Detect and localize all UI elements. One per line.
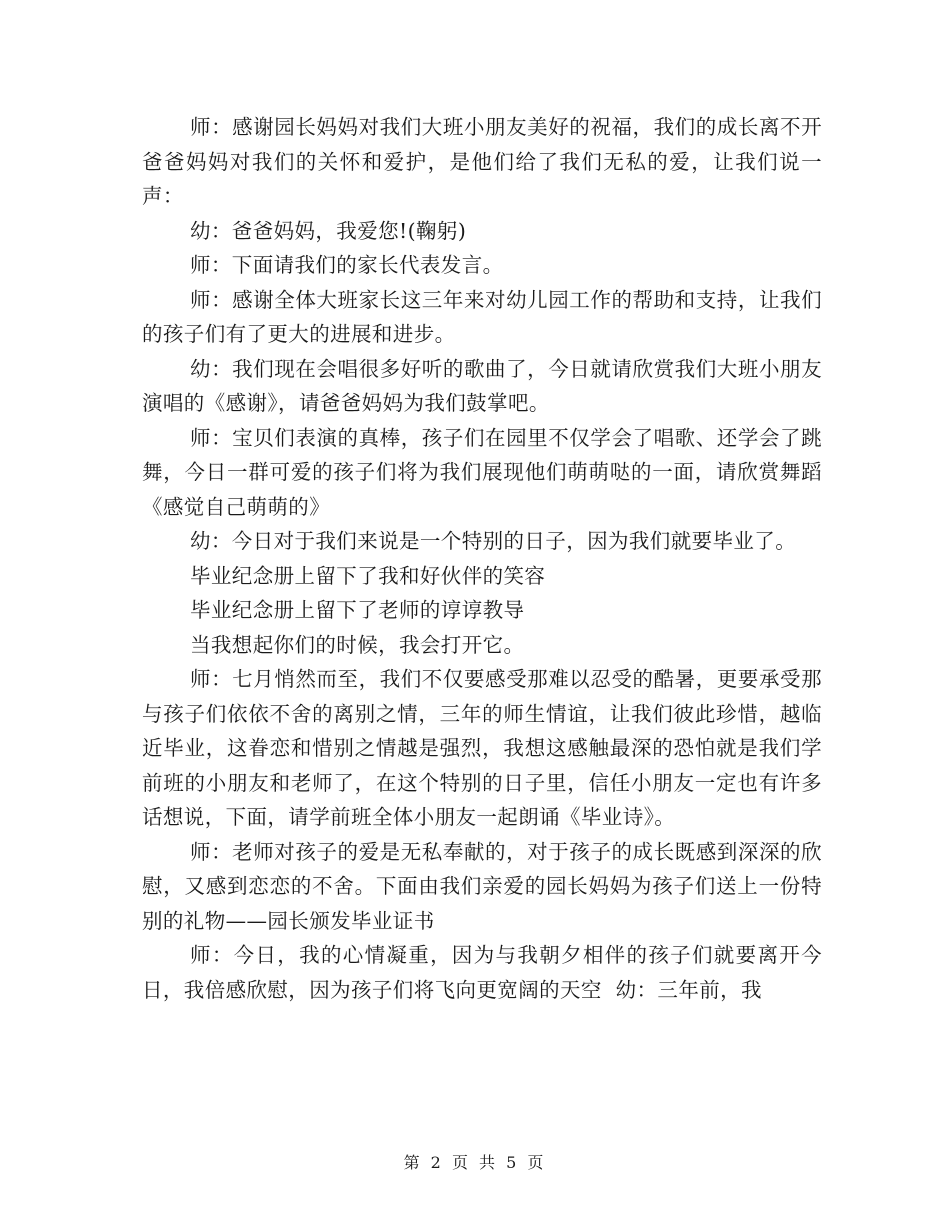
paragraph: 幼：我们现在会唱很多好听的歌曲了，今日就请欣赏我们大班小朋友演唱的《感谢》，请爸爸妈妈为我们鼓掌吧。 — [142, 356, 822, 415]
document-body — [142, 110, 822, 1007]
paragraph: 毕业纪念册上留下了老师的谆谆教导 — [190, 598, 525, 622]
paragraph: 师：七月悄然而至，我们不仅要感受那难以忍受的酷暑，更要承受那与孩子们依依不舍的离别之情，三年的师生情谊，让我们彼此珍惜，越临近毕业，这眷恋和惜别之情越是强烈，我想这感触最深的恐怕就是我们学前班的小朋友和老师了，在这个特别的日子里，信任小朋友一定也有许多话想说，下面，请学前班全体小朋友一起朗诵《毕业诗》。 — [142, 667, 822, 829]
page-number-footer: 第 2 页 共 5 页 — [403, 1153, 547, 1172]
paragraph: 师：下面请我们的家长代表发言。 — [190, 253, 504, 277]
paragraph: 师：老师对孩子的爱是无私奉献的，对于孩子的成长既感到深深的欣慰，又感到恋恋的不舍。下面由我们亲爱的园长妈妈为孩子们送上一份特别的礼物——园长颁发毕业证书 — [142, 839, 822, 933]
paragraph: 师：感谢园长妈妈对我们大班小朋友美好的祝福，我们的成长离不开爸爸妈妈对我们的关怀和爱护，是他们给了我们无私的爱，让我们说一声： — [142, 115, 822, 208]
paragraph: 幼：今日对于我们来说是一个特别的日子，因为我们就要毕业了。 — [190, 529, 797, 553]
paragraph: 师：感谢全体大班家长这三年来对幼儿园工作的帮助和支持，让我们的孩子们有了更大的进展和进步。 — [142, 287, 822, 346]
paragraph: 当我想起你们的时候，我会打开它。 — [190, 632, 525, 657]
paragraph: 幼：爸爸妈妈，我爱您!(鞠躬) — [190, 218, 467, 243]
paragraph: 师：今日，我的心情凝重，因为与我朝夕相伴的孩子们就要离开今日，我倍感欣慰，因为孩子们将飞向更宽阔的天空 幼：三年前，我 — [142, 943, 822, 1002]
paragraph: 师：宝贝们表演的真棒，孩子们在园里不仅学会了唱歌、还学会了跳舞，今日一群可爱的孩子们将为我们展现他们萌萌哒的一面，请欣赏舞蹈《感觉自己萌萌的》 — [142, 425, 822, 519]
paragraph: 毕业纪念册上留下了我和好伙伴的笑容 — [190, 563, 546, 588]
